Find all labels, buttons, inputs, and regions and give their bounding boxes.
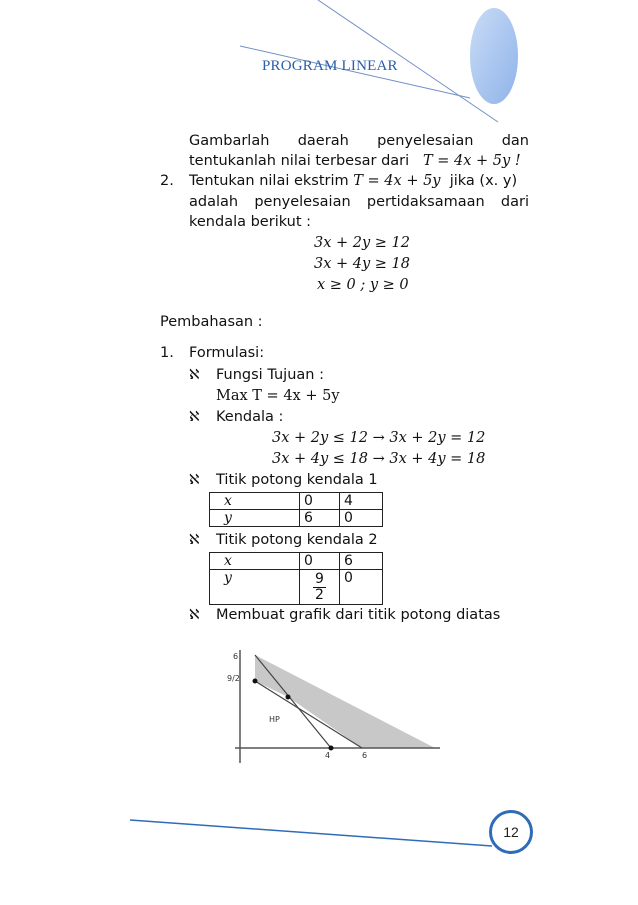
titik-kendala-1-label: Titik potong kendala 1 — [216, 472, 378, 488]
fraction-numerator: 9 — [315, 570, 324, 587]
intro-line-1 — [189, 133, 529, 149]
q2-math: T = 4x + 5y — [353, 173, 441, 189]
feasible-region — [255, 655, 435, 748]
q2-number: 2. — [160, 173, 174, 189]
page-header-title: PROGRAM LINEAR — [262, 58, 398, 74]
feasible-region-graph — [225, 645, 450, 770]
x-tick-label: 4 — [325, 751, 331, 760]
titik-kendala-1-table — [209, 492, 383, 527]
y-tick-label: 6 — [233, 652, 239, 661]
fraction-denominator: 2 — [315, 586, 324, 603]
q2-text: Tentukan nilai ekstrim — [189, 173, 349, 189]
kendala-label: Kendala : — [216, 409, 284, 425]
intro-math: T = 4x + 5y ! — [422, 153, 521, 169]
x-tick-label: 6 — [362, 751, 368, 760]
q2-word: adalah — [189, 194, 239, 210]
bullet-icon: ℵ — [189, 607, 200, 623]
q2-tail: jika (x. y) — [449, 173, 518, 189]
table-row — [210, 570, 383, 605]
table-row — [210, 510, 383, 527]
pembahasan-heading: Pembahasan : — [160, 314, 263, 330]
table-cell: 6 — [300, 510, 340, 527]
table-cell: 4 — [340, 493, 383, 510]
intercept-point — [253, 679, 258, 684]
intro-line-2 — [189, 153, 521, 169]
kendala-line-2: 3x + 4y ≤ 18 → 3x + 4y = 18 — [272, 451, 486, 467]
intro-word: daerah — [297, 133, 349, 149]
constraint-1: 3x + 2y ≥ 12 — [314, 235, 411, 251]
q2-line-3: kendala berikut : — [189, 214, 312, 230]
y-tick-label: 9/2 — [227, 674, 240, 683]
table-cell: 0 — [340, 510, 383, 527]
table-row — [210, 553, 383, 570]
q2-line-1 — [189, 173, 517, 189]
bullet-icon: ℵ — [189, 367, 200, 383]
bullet-icon: ℵ — [189, 472, 200, 488]
bullet-icon: ℵ — [189, 409, 200, 425]
table-cell: 0 — [300, 493, 340, 510]
table-cell: y — [210, 570, 300, 605]
titik-kendala-2-label: Titik potong kendala 2 — [216, 532, 378, 548]
intro-word: Gambarlah — [189, 133, 270, 149]
footer-decoration — [0, 800, 638, 860]
table-cell: x — [210, 493, 300, 510]
table-row — [210, 493, 383, 510]
table-cell: 0 — [300, 553, 340, 570]
q2-word: pertidaksamaan — [366, 194, 485, 210]
fungsi-tujuan-expr: Max T = 4x + 5y — [216, 388, 340, 404]
constraint-3: x ≥ 0 ; y ≥ 0 — [317, 277, 409, 293]
titik-kendala-2-table — [209, 552, 383, 605]
solution-title: Formulasi: — [189, 345, 265, 361]
bullet-icon: ℵ — [189, 532, 200, 548]
header-oval — [470, 8, 518, 104]
region-label: HP — [269, 715, 280, 724]
q2-word: penyelesaian — [254, 194, 351, 210]
intro-word: dan — [501, 133, 529, 149]
intersection-point — [286, 695, 291, 700]
intro-text: tentukanlah nilai terbesar dari — [189, 153, 410, 169]
q2-line-2 — [189, 194, 529, 210]
table-cell: 0 — [340, 570, 383, 605]
table-cell-fraction — [300, 570, 340, 605]
grafik-label: Membuat grafik dari titik potong diatas — [216, 607, 501, 623]
footer-line — [130, 820, 492, 846]
q2-word: dari — [500, 194, 530, 210]
table-cell: x — [210, 553, 300, 570]
fungsi-tujuan-label: Fungsi Tujuan : — [216, 367, 324, 383]
constraint-2: 3x + 4y ≥ 18 — [314, 256, 411, 272]
table-cell: y — [210, 510, 300, 527]
intercept-point — [329, 746, 334, 751]
kendala-line-1: 3x + 2y ≤ 12 → 3x + 2y = 12 — [272, 430, 486, 446]
table-cell: 6 — [340, 553, 383, 570]
intro-word: penyelesaian — [377, 133, 474, 149]
fraction — [313, 572, 326, 603]
page-number: 12 — [489, 810, 533, 854]
solution-number: 1. — [160, 345, 174, 361]
